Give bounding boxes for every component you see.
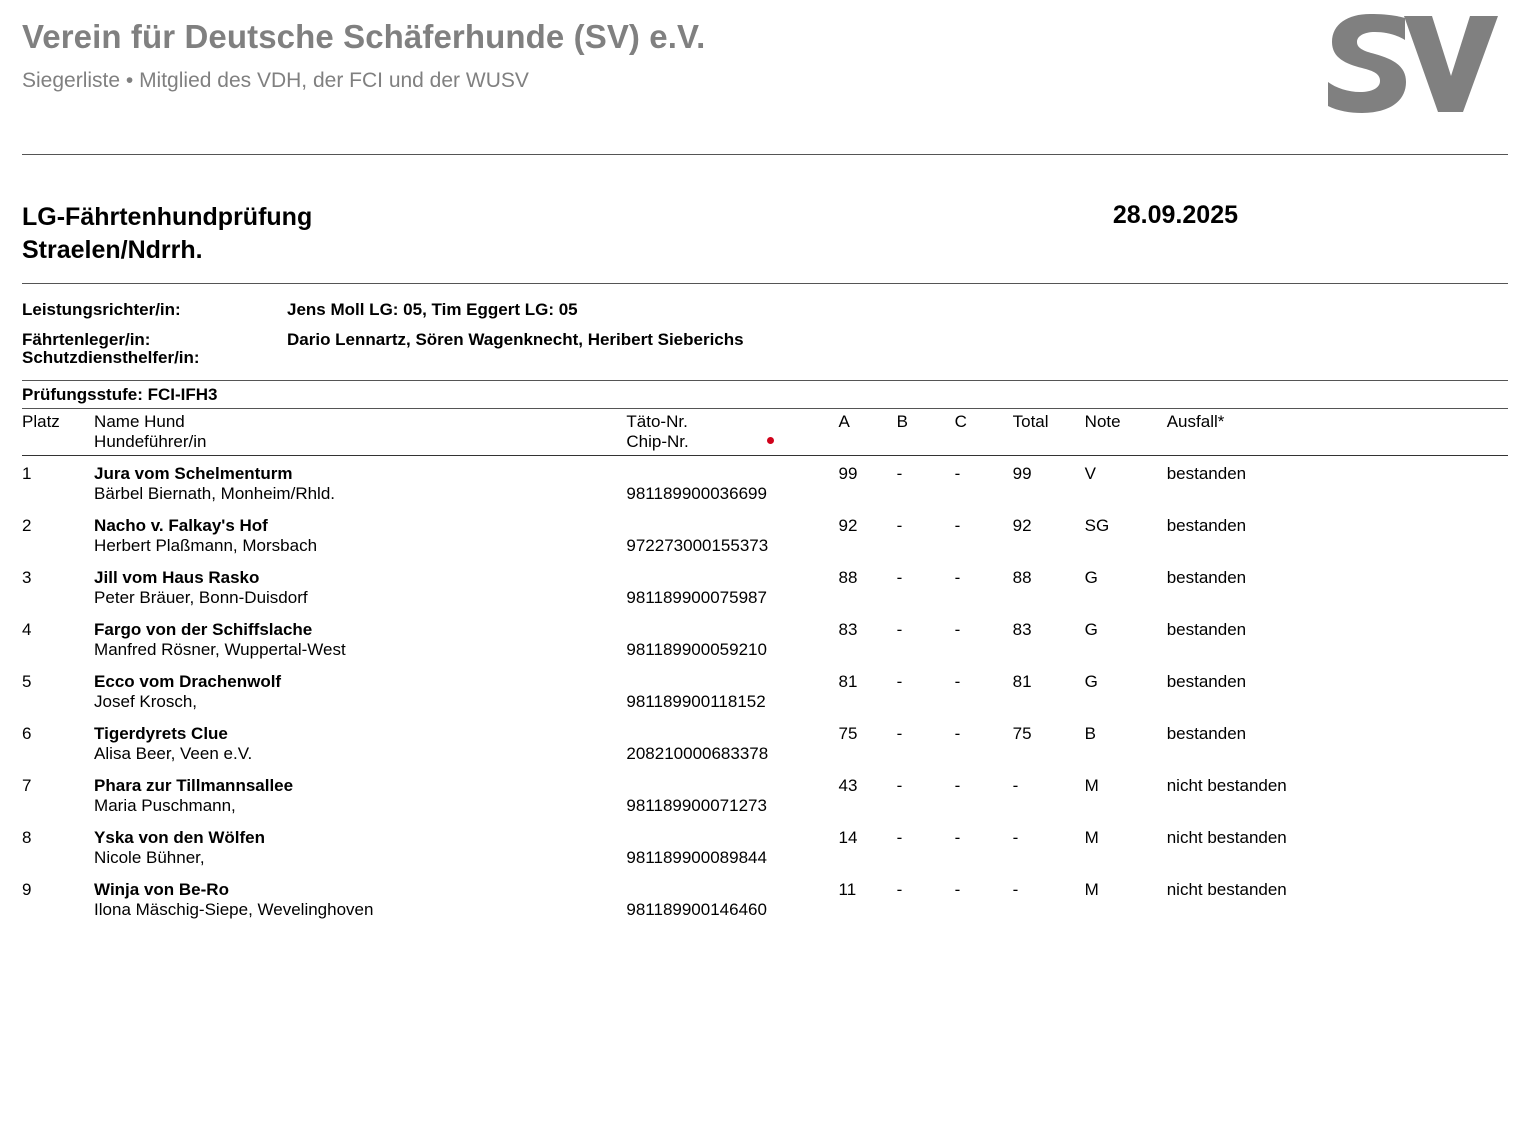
officials-row-tracklayers: [22, 330, 1508, 368]
tracklayer-label-line1: Fährtenleger/in:: [22, 330, 151, 349]
cell-dog-name: Yska von den Wölfen: [94, 828, 266, 847]
cell-b: -: [896, 724, 903, 743]
cell-chip: 208210000683378: [626, 744, 769, 763]
cell-total: -: [1012, 776, 1019, 795]
cell-platz: 2: [22, 516, 32, 535]
cell-dog-name: Nacho v. Falkay's Hof: [94, 516, 268, 535]
cell-b: -: [896, 464, 903, 483]
cell-platz: 7: [22, 776, 32, 795]
cell-tato: [626, 872, 838, 898]
cell-a: 99: [838, 464, 858, 483]
tracklayer-value: Dario Lennartz, Sören Wagenknecht, Heribert Sieberichs: [287, 330, 744, 349]
col-header-note: Note: [1084, 412, 1121, 431]
cell-note: M: [1084, 776, 1099, 795]
col-header-total: Total: [1012, 412, 1049, 431]
cell-c: -: [954, 672, 961, 691]
cell-dog-name: Jura vom Schelmenturm: [94, 464, 293, 483]
table-row-secondary: [22, 638, 1508, 664]
col-header-chip: Chip-Nr.: [626, 432, 689, 451]
document-header: [22, 0, 1508, 140]
officials-row-judges: [22, 300, 1508, 320]
cell-platz: 4: [22, 620, 32, 639]
table-row-secondary: [22, 534, 1508, 560]
cell-chip: 981189900146460: [626, 900, 767, 919]
cell-chip: 972273000155373: [626, 536, 769, 555]
cell-tato: [626, 560, 838, 586]
cell-ausfall: bestanden: [1166, 620, 1247, 639]
cell-platz: 3: [22, 568, 32, 587]
cell-chip: 981189900059210: [626, 640, 767, 659]
header-divider: [22, 154, 1508, 155]
cell-note: M: [1084, 880, 1099, 899]
table-row: [22, 508, 1508, 534]
cell-tato: [626, 820, 838, 846]
tracklayer-label: [22, 330, 287, 368]
table-row: [22, 612, 1508, 638]
cell-ausfall: bestanden: [1166, 724, 1247, 743]
cell-ausfall: bestanden: [1166, 464, 1247, 483]
cell-a: 88: [838, 568, 858, 587]
cell-total: 92: [1012, 516, 1032, 535]
cell-dog-name: Jill vom Haus Rasko: [94, 568, 260, 587]
cell-ausfall: nicht bestanden: [1166, 828, 1287, 847]
cell-tato: [626, 456, 838, 483]
cell-b: -: [896, 568, 903, 587]
chip-marker-icon: [767, 437, 774, 444]
table-header-row-2: [22, 432, 1508, 456]
cell-dog-name: Winja von Be-Ro: [94, 880, 229, 899]
cell-b: -: [896, 672, 903, 691]
cell-c: -: [954, 776, 961, 795]
cell-ausfall: bestanden: [1166, 568, 1247, 587]
cell-ausfall: nicht bestanden: [1166, 880, 1287, 899]
cell-platz: 9: [22, 880, 32, 899]
cell-total: 75: [1012, 724, 1032, 743]
cell-tato: [626, 612, 838, 638]
judges-value: Jens Moll LG: 05, Tim Eggert LG: 05: [287, 300, 578, 319]
cell-note: B: [1084, 724, 1097, 743]
event-date: 28.09.2025: [1112, 201, 1238, 229]
cell-handler: Peter Bräuer, Bonn-Duisdorf: [94, 588, 308, 607]
cell-a: 83: [838, 620, 858, 639]
col-header-ausfall: Ausfall*: [1166, 412, 1225, 431]
cell-chip: 981189900036699: [626, 484, 767, 503]
cell-c: -: [954, 620, 961, 639]
event-block: [22, 201, 1508, 283]
cell-a: 11: [838, 880, 857, 899]
col-header-hundefuehrer: Hundeführer/in: [94, 432, 626, 456]
organization-subtitle: Siegerliste • Mitglied des VDH, der FCI und der WUSV: [22, 68, 529, 92]
cell-b: -: [896, 828, 903, 847]
cell-a: 81: [838, 672, 858, 691]
cell-b: -: [896, 516, 903, 535]
table-row-secondary: [22, 482, 1508, 508]
col-header-a: A: [838, 412, 850, 431]
cell-handler: Herbert Plaßmann, Morsbach: [94, 536, 318, 555]
cell-handler: Josef Krosch,: [94, 692, 198, 711]
cell-tato: [626, 768, 838, 794]
table-row: [22, 768, 1508, 794]
cell-platz: 1: [22, 464, 32, 483]
cell-c: -: [954, 828, 961, 847]
cell-note: SG: [1084, 516, 1110, 535]
cell-total: 81: [1012, 672, 1032, 691]
cell-tato: [626, 716, 838, 742]
cell-c: -: [954, 568, 961, 587]
table-row-secondary: [22, 794, 1508, 820]
cell-handler: Bärbel Biernath, Monheim/Rhld.: [94, 484, 336, 503]
cell-b: -: [896, 776, 903, 795]
cell-chip: 981189900075987: [626, 588, 767, 607]
cell-handler: Nicole Bühner,: [94, 848, 205, 867]
table-row: [22, 716, 1508, 742]
table-row: [22, 560, 1508, 586]
cell-a: 14: [838, 828, 858, 847]
table-row-secondary: [22, 846, 1508, 872]
cell-chip: 981189900118152: [626, 692, 766, 711]
cell-dog-name: Fargo von der Schiffslache: [94, 620, 313, 639]
cell-c: -: [954, 880, 961, 899]
cell-dog-name: Phara zur Tillmannsallee: [94, 776, 294, 795]
cell-platz: 6: [22, 724, 32, 743]
col-header-chip-cell: [626, 432, 838, 456]
sv-logo-icon: [1318, 6, 1498, 116]
table-row: [22, 456, 1508, 483]
exam-level-bar: Prüfungsstufe: FCI-IFH3: [22, 380, 1508, 409]
col-header-name-hund: Name Hund: [94, 412, 185, 431]
table-row: [22, 872, 1508, 898]
table-row-secondary: [22, 898, 1508, 924]
cell-a: 92: [838, 516, 858, 535]
tracklayer-label-line2: Schutzdiensthelfer/in:: [22, 348, 200, 367]
cell-handler: Alisa Beer, Veen e.V.: [94, 744, 253, 763]
col-header-tato: Täto-Nr.: [626, 412, 688, 431]
cell-chip: 981189900089844: [626, 848, 767, 867]
cell-note: G: [1084, 568, 1098, 587]
cell-dog-name: Ecco vom Drachenwolf: [94, 672, 282, 691]
cell-total: 99: [1012, 464, 1032, 483]
col-header-c: C: [954, 412, 967, 431]
event-title-line1: LG-Fährtenhundprüfung: [22, 203, 313, 231]
officials-block: [22, 284, 1508, 380]
col-header-platz: Platz: [22, 412, 60, 431]
cell-b: -: [896, 880, 903, 899]
table-row: [22, 820, 1508, 846]
cell-dog-name: Tigerdyrets Clue: [94, 724, 228, 743]
event-title-line2: Straelen/Ndrrh.: [22, 236, 203, 264]
results-table-body: [22, 456, 1508, 925]
cell-tato: [626, 508, 838, 534]
cell-note: G: [1084, 672, 1098, 691]
cell-a: 75: [838, 724, 858, 743]
results-table: [22, 409, 1508, 924]
cell-handler: Ilona Mäschig-Siepe, Wevelinghoven: [94, 900, 374, 919]
cell-note: V: [1084, 464, 1097, 483]
cell-total: 83: [1012, 620, 1032, 639]
cell-ausfall: bestanden: [1166, 516, 1247, 535]
cell-c: -: [954, 724, 961, 743]
cell-platz: 5: [22, 672, 32, 691]
cell-total: -: [1012, 828, 1019, 847]
cell-platz: 8: [22, 828, 32, 847]
col-header-spacer: [22, 432, 94, 456]
cell-c: -: [954, 516, 961, 535]
results-table-head: [22, 409, 1508, 456]
col-header-b: B: [896, 412, 908, 431]
table-row-secondary: [22, 690, 1508, 716]
cell-c: -: [954, 464, 961, 483]
cell-note: G: [1084, 620, 1098, 639]
organization-title: Verein für Deutsche Schäferhunde (SV) e.V.: [22, 18, 706, 55]
cell-total: 88: [1012, 568, 1032, 587]
cell-handler: Manfred Rösner, Wuppertal-West: [94, 640, 346, 659]
cell-handler: Maria Puschmann,: [94, 796, 236, 815]
cell-ausfall: nicht bestanden: [1166, 776, 1287, 795]
table-header-row-1: [22, 409, 1508, 432]
cell-a: 43: [838, 776, 858, 795]
cell-note: M: [1084, 828, 1099, 847]
table-row-secondary: [22, 586, 1508, 612]
table-row-secondary: [22, 742, 1508, 768]
cell-ausfall: bestanden: [1166, 672, 1247, 691]
cell-chip: 981189900071273: [626, 796, 767, 815]
judges-label: Leistungsrichter/in:: [22, 300, 181, 319]
table-row: [22, 664, 1508, 690]
cell-total: -: [1012, 880, 1019, 899]
cell-b: -: [896, 620, 903, 639]
cell-tato: [626, 664, 838, 690]
